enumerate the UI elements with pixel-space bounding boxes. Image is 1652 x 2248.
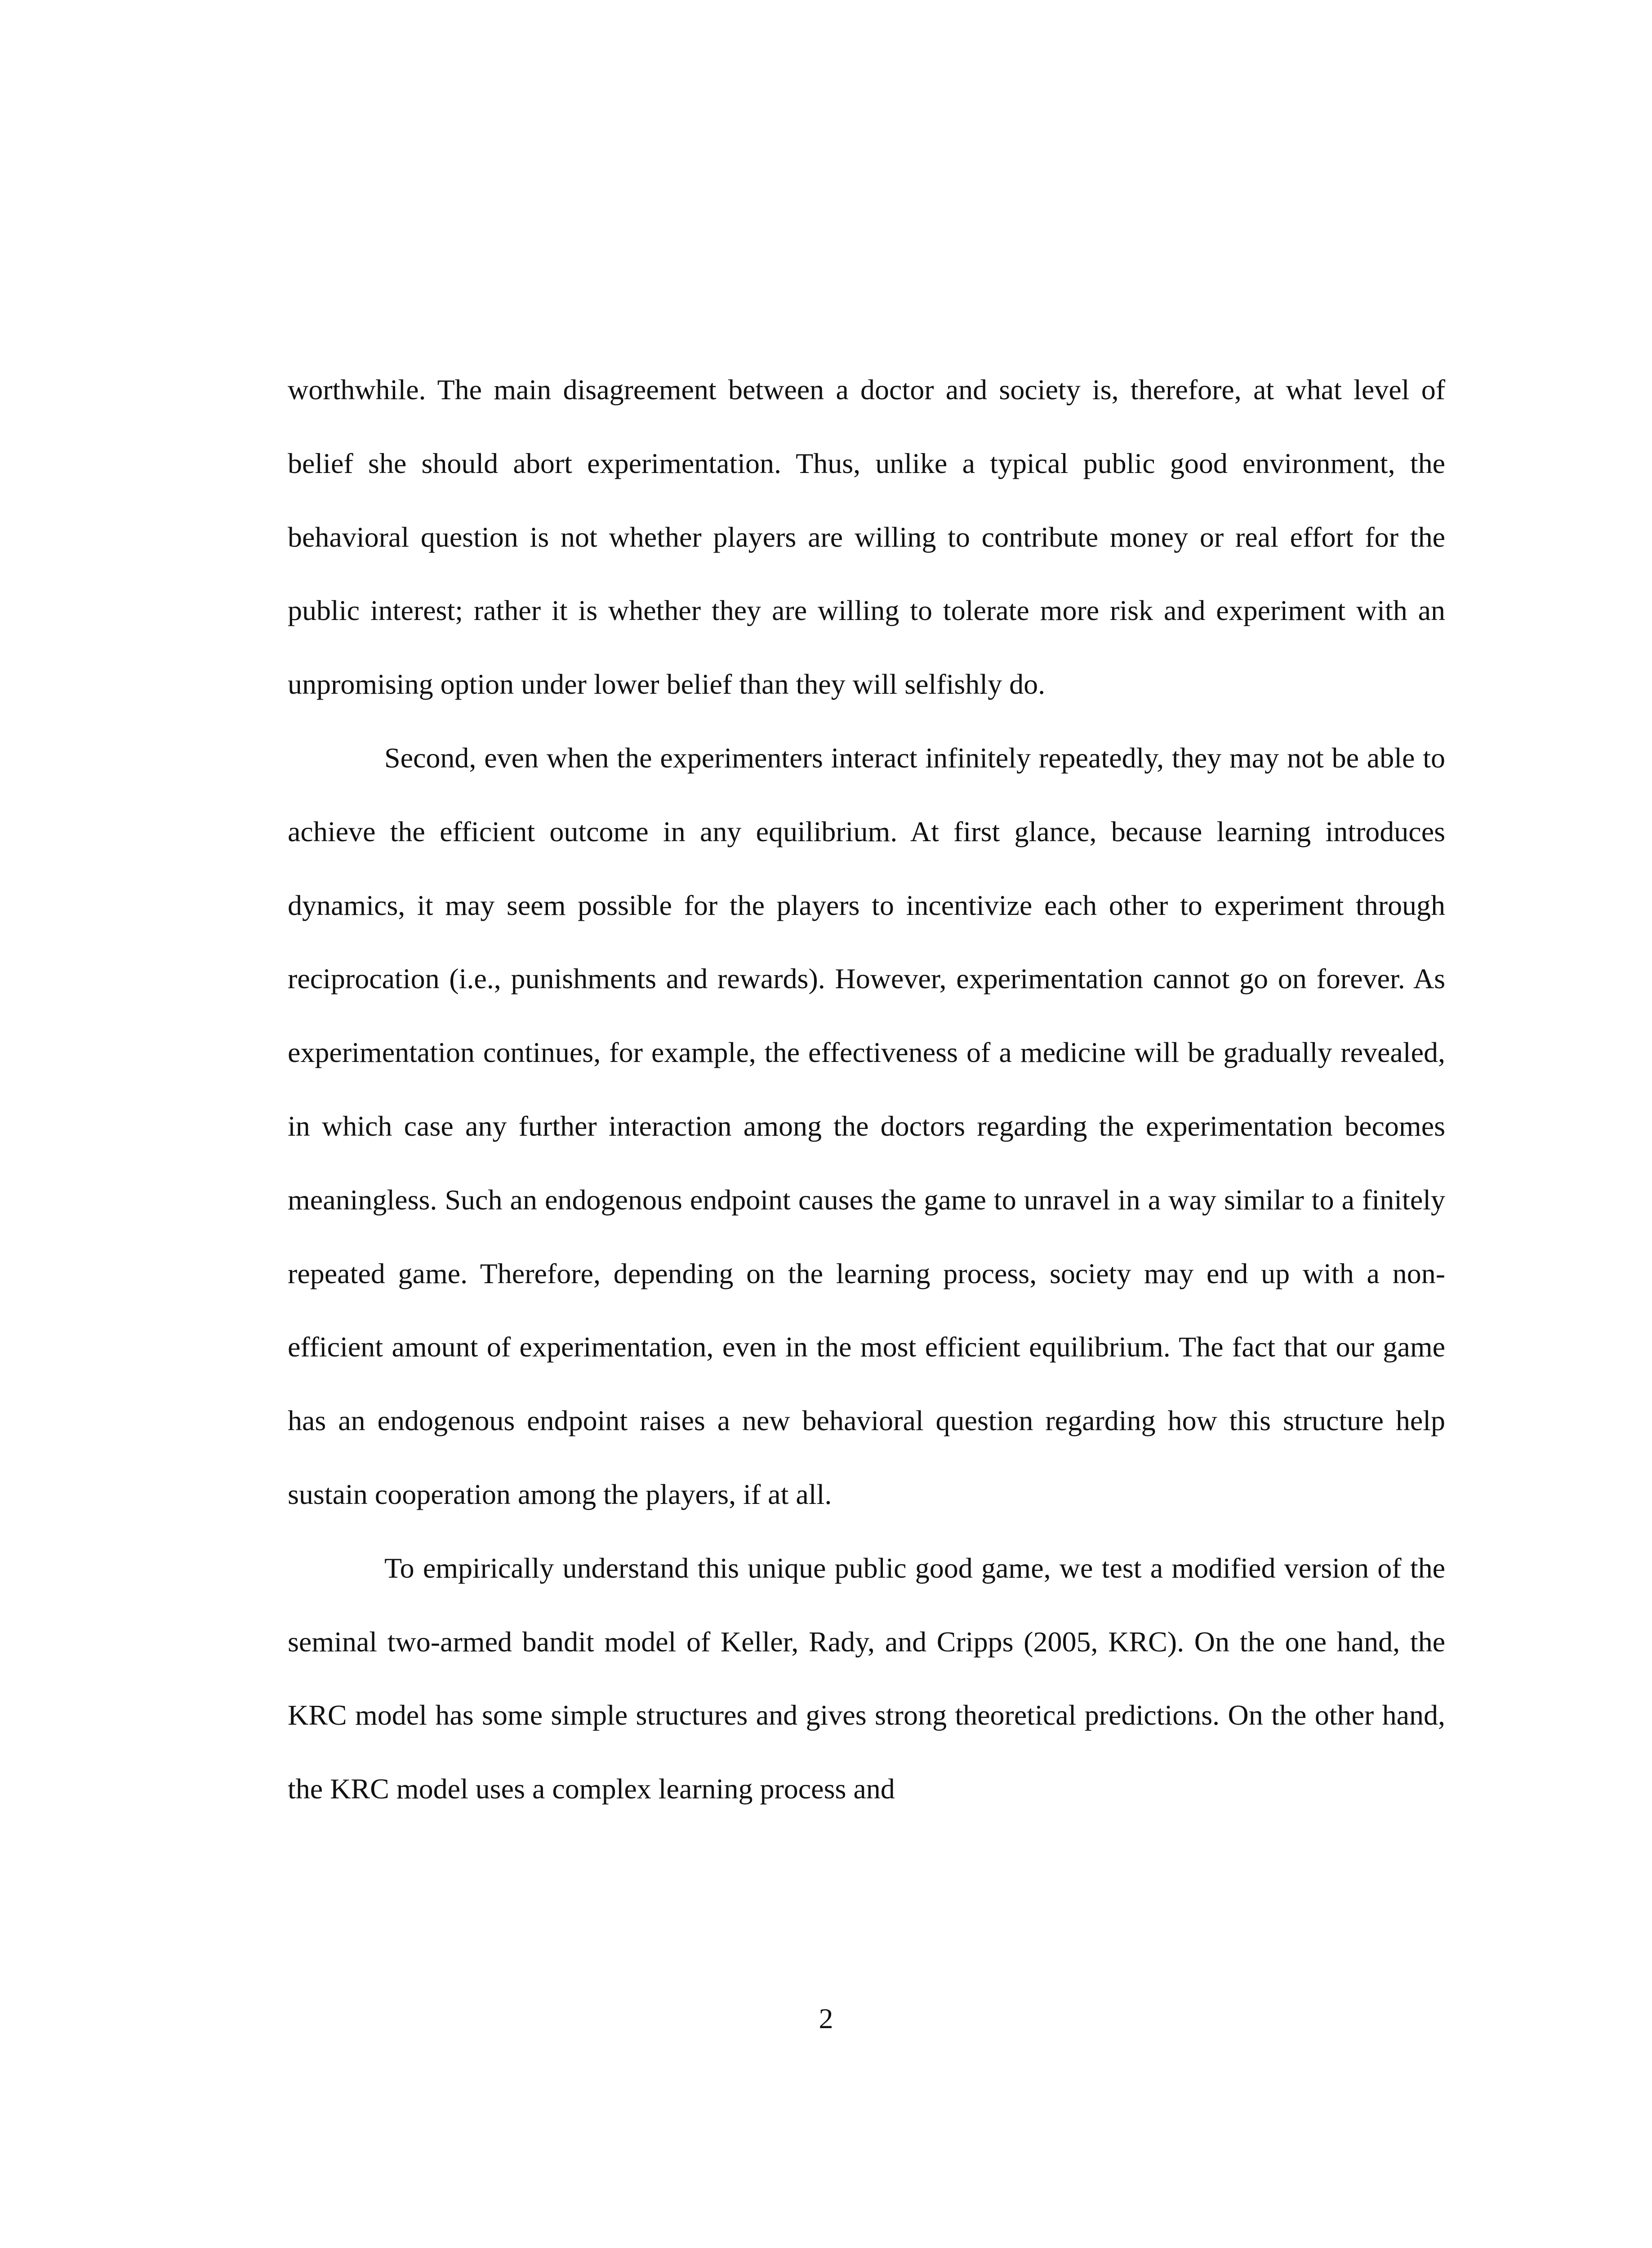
paragraph-empirical-test: To empirically understand this unique public good game, we test a modified version of the seminal two-armed bandit model of Keller, Rady, and Cripps (2005, KRC). On the one hand, the KRC model has some simple structures and gives strong theoretical predictions. On the other hand, the KRC model uses a complex learning process and — [288, 1552, 1445, 1805]
paragraph-continuation: worthwhile. The main disagreement between a doctor and society is, therefore, at what level of belief she should abort experimentation. Thus, unlike a typical public good environment, the behavioral question is not whether players are willing to contribute money or real effort for the public interest; rather it is whether they are willing to tolerate more risk and experiment with an unpromising option under lower belief than they will selfishly do. — [288, 374, 1445, 700]
page-number: 2 — [819, 2003, 833, 2034]
paragraph-second-point: Second, even when the experimenters interact infinitely repeatedly, they may not be able to achieve the efficient outcome in any equilibrium. At first glance, because learning introduces dynamics, it may seem possible for the players to incentivize each other to experiment through reciprocation (i.e., punishments and rewards). However, experimentation cannot go on forever. As experimentation continues, for example, the effectiveness of a medicine will be gradually revealed, in which case any further interaction among the doctors regarding the experimentation becomes meaningless. Such an endogenous endpoint causes the game to unravel in a way similar to a finitely repeated game. Therefore, depending on the learning process, society may end up with a non-efficient amount of experimentation, even in the most efficient equilibrium. The fact that our game has an endogenous endpoint raises a new behavioral question regarding how this structure help sustain cooperation among the players, if at all. — [288, 741, 1445, 1510]
body-text — [288, 353, 1445, 1826]
